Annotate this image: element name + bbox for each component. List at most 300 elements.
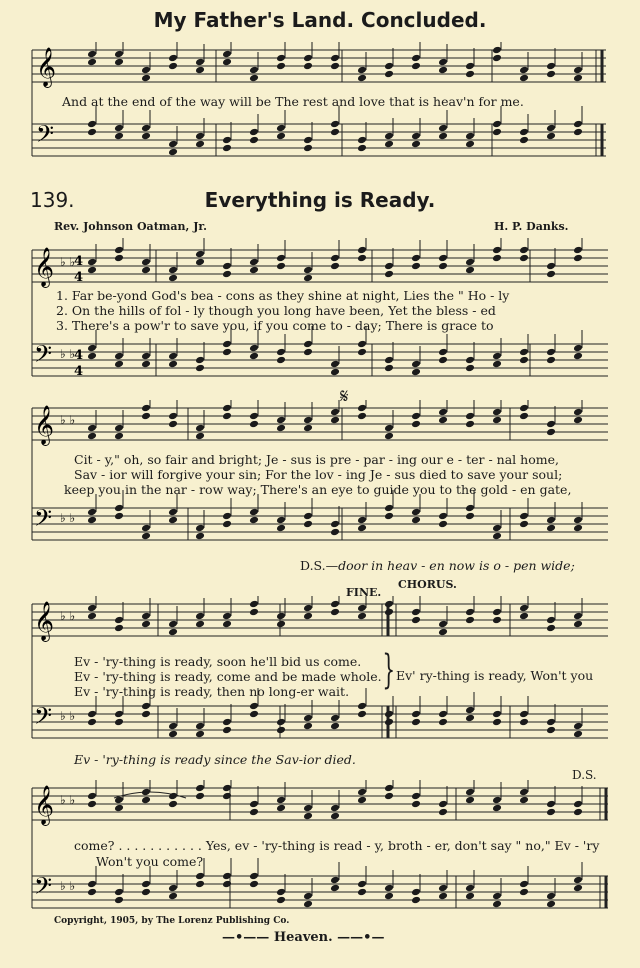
note-head xyxy=(465,714,475,723)
note-head xyxy=(357,144,367,153)
composer: H. P. Danks. xyxy=(494,220,569,233)
bass-clef-icon: 𝄢 xyxy=(36,120,55,153)
note-head xyxy=(438,356,448,365)
note-head xyxy=(168,730,178,739)
note-head xyxy=(195,872,205,881)
note-head xyxy=(168,892,178,901)
note-head xyxy=(357,524,367,533)
note-head xyxy=(330,120,340,129)
note-head xyxy=(114,58,124,67)
note-head xyxy=(303,144,313,153)
note-head xyxy=(411,62,421,71)
note-head xyxy=(330,54,340,63)
note-head xyxy=(168,800,178,809)
note-head xyxy=(330,262,340,271)
ornament-icon: ——•— xyxy=(337,930,385,945)
note-head xyxy=(519,604,529,613)
note-head xyxy=(519,612,529,621)
ds-line: D.S.—door in heav - en now is o - pen wide; xyxy=(300,558,575,573)
note-head xyxy=(573,876,583,885)
note-head xyxy=(168,54,178,63)
note-head xyxy=(330,600,340,609)
note-head xyxy=(222,612,232,621)
note-head xyxy=(303,266,313,275)
note-head xyxy=(357,788,367,797)
note-head xyxy=(141,888,151,897)
note-head xyxy=(141,710,151,719)
note-head xyxy=(357,254,367,263)
note-head xyxy=(222,620,232,629)
note-head xyxy=(87,604,97,613)
note-head xyxy=(222,136,232,145)
note-head xyxy=(114,246,124,255)
note-head xyxy=(519,512,529,521)
verse-3-line: Ev - 'ry-thing is ready, then no long-er wait. xyxy=(74,684,350,699)
verse-3-line: keep you in the nar - row way; There's an eye to guide you to the gold - en gate, xyxy=(64,482,572,497)
note-head xyxy=(519,796,529,805)
note-head xyxy=(303,892,313,901)
note-head xyxy=(195,880,205,889)
note-head xyxy=(384,356,394,365)
chorus-line: Ev' ry-thing is ready, Won't you xyxy=(396,668,594,683)
note-head xyxy=(168,628,178,637)
note-head xyxy=(249,412,259,421)
note-head xyxy=(438,808,448,817)
note-head xyxy=(249,608,259,617)
note-head xyxy=(438,620,448,629)
note-head xyxy=(249,74,259,83)
note-head xyxy=(114,888,124,897)
note-head xyxy=(249,600,259,609)
note-head xyxy=(573,344,583,353)
note-head xyxy=(249,420,259,429)
svg-text:4: 4 xyxy=(74,348,84,363)
note-head xyxy=(492,608,502,617)
note-head xyxy=(438,124,448,133)
note-head xyxy=(465,504,475,513)
note-head xyxy=(411,132,421,141)
note-head xyxy=(573,352,583,361)
note-head xyxy=(492,718,502,727)
note-head xyxy=(87,344,97,353)
svg-text:♭ ♭: ♭ ♭ xyxy=(60,511,76,525)
note-head xyxy=(438,254,448,263)
footer-heaven: —•—— Heaven. ——•— xyxy=(222,930,385,945)
note-head xyxy=(303,520,313,529)
note-head xyxy=(276,356,286,365)
note-head xyxy=(114,718,124,727)
note-head xyxy=(546,356,556,365)
note-head xyxy=(222,404,232,413)
note-head xyxy=(411,508,421,517)
note-head xyxy=(195,620,205,629)
svg-text:♭ ♭: ♭ ♭ xyxy=(60,709,76,723)
note-head xyxy=(303,512,313,521)
note-head xyxy=(114,50,124,59)
note-head xyxy=(492,254,502,263)
note-head xyxy=(492,796,502,805)
note-head xyxy=(546,62,556,71)
note-head xyxy=(114,352,124,361)
note-head xyxy=(141,258,151,267)
note-head xyxy=(465,356,475,365)
note-head xyxy=(276,254,286,263)
bass-lyric-line: Ev - 'ry-thing is ready since the Sav-ior died. xyxy=(74,752,356,767)
note-head xyxy=(465,608,475,617)
note-head xyxy=(276,888,286,897)
note-head xyxy=(519,254,529,263)
note-head xyxy=(519,136,529,145)
note-head xyxy=(249,872,259,881)
note-head xyxy=(465,364,475,373)
note-head xyxy=(87,710,97,719)
note-head xyxy=(546,516,556,525)
note-head xyxy=(114,132,124,141)
note-head xyxy=(141,524,151,533)
note-head xyxy=(357,404,367,413)
note-head xyxy=(411,800,421,809)
note-head xyxy=(519,710,529,719)
note-head xyxy=(168,884,178,893)
note-head xyxy=(330,722,340,731)
chorus-marker: CHORUS. xyxy=(398,578,457,591)
note-head xyxy=(492,532,502,541)
note-head xyxy=(114,624,124,633)
note-head xyxy=(573,66,583,75)
verse-1-line: Ev - 'ry-thing is ready, soon he'll bid us come. xyxy=(74,654,362,669)
note-head xyxy=(492,120,502,129)
note-head xyxy=(303,612,313,621)
note-head xyxy=(168,412,178,421)
svg-text:♭ ♭: ♭ ♭ xyxy=(60,879,76,893)
note-head xyxy=(195,58,205,67)
note-head xyxy=(357,612,367,621)
note-head xyxy=(114,124,124,133)
verse-2-line: Sav - ior will forgive your sin; For the lov - ing Je - sus died to save your soul; xyxy=(74,467,563,482)
note-head xyxy=(168,620,178,629)
note-head xyxy=(168,148,178,157)
note-head xyxy=(303,714,313,723)
note-head xyxy=(87,792,97,801)
note-head xyxy=(87,508,97,517)
note-head xyxy=(303,900,313,909)
note-head xyxy=(384,70,394,79)
note-head xyxy=(303,604,313,613)
note-head xyxy=(249,880,259,889)
note-head xyxy=(357,710,367,719)
note-head xyxy=(357,348,367,357)
note-head xyxy=(384,784,394,793)
note-head xyxy=(573,516,583,525)
time-signature-bottom: 4 xyxy=(74,270,84,285)
note-head xyxy=(276,124,286,133)
brace-icon: } xyxy=(382,647,396,693)
note-head xyxy=(249,136,259,145)
note-head xyxy=(465,788,475,797)
lyric-line-1: come? . . . . . . . . . . . Yes, ev - 'ry-thing is read - y, broth - er, don't say " no," Ev - 'ry xyxy=(74,838,600,853)
note-head xyxy=(411,608,421,617)
note-head xyxy=(87,258,97,267)
note-head xyxy=(114,504,124,513)
note-head xyxy=(573,74,583,83)
note-head xyxy=(141,124,151,133)
note-head xyxy=(330,368,340,377)
note-head xyxy=(438,520,448,529)
note-head xyxy=(384,270,394,279)
note-head xyxy=(141,404,151,413)
note-head xyxy=(141,796,151,805)
note-head xyxy=(465,512,475,521)
note-head xyxy=(330,128,340,137)
note-head xyxy=(546,124,556,133)
note-head xyxy=(141,266,151,275)
note-head xyxy=(249,66,259,75)
note-head xyxy=(546,800,556,809)
note-head xyxy=(168,792,178,801)
note-head xyxy=(249,352,259,361)
note-head xyxy=(438,628,448,637)
note-head xyxy=(222,726,232,735)
note-head xyxy=(465,616,475,625)
note-head xyxy=(222,512,232,521)
note-head xyxy=(573,612,583,621)
note-head xyxy=(465,412,475,421)
note-head xyxy=(492,900,502,909)
note-head xyxy=(276,262,286,271)
note-head xyxy=(573,884,583,893)
note-head xyxy=(195,132,205,141)
note-head xyxy=(411,412,421,421)
note-head xyxy=(141,352,151,361)
note-head xyxy=(465,70,475,79)
note-head xyxy=(249,516,259,525)
note-head xyxy=(465,258,475,267)
note-head xyxy=(411,368,421,377)
note-head xyxy=(384,424,394,433)
note-head xyxy=(357,66,367,75)
note-head xyxy=(546,348,556,357)
note-head xyxy=(249,702,259,711)
note-head xyxy=(276,896,286,905)
note-head xyxy=(519,356,529,365)
note-head xyxy=(303,136,313,145)
note-head xyxy=(438,892,448,901)
note-head xyxy=(87,120,97,129)
note-head xyxy=(438,262,448,271)
note-head xyxy=(87,424,97,433)
note-head xyxy=(168,266,178,275)
note-head xyxy=(168,274,178,283)
svg-text:𝄢: 𝄢 xyxy=(34,504,53,537)
note-head xyxy=(303,804,313,813)
note-head xyxy=(519,412,529,421)
hymn-number: 139. xyxy=(30,188,75,212)
note-head xyxy=(411,718,421,727)
note-head xyxy=(519,66,529,75)
note-head xyxy=(492,46,502,55)
note-head xyxy=(168,62,178,71)
note-head xyxy=(114,896,124,905)
note-head xyxy=(438,132,448,141)
note-head xyxy=(573,524,583,533)
note-head xyxy=(87,718,97,727)
note-head xyxy=(438,718,448,727)
note-head xyxy=(87,612,97,621)
note-head xyxy=(384,62,394,71)
note-head xyxy=(330,812,340,821)
note-head xyxy=(573,128,583,137)
verse-2-line: Ev - 'ry-thing is ready, come and be made whole. xyxy=(74,669,382,684)
note-head xyxy=(357,412,367,421)
section-title: My Father's Land. Concluded. xyxy=(153,8,487,32)
note-head xyxy=(492,416,502,425)
note-head xyxy=(465,420,475,429)
note-head xyxy=(141,532,151,541)
note-head xyxy=(546,616,556,625)
note-head xyxy=(249,266,259,275)
note-head xyxy=(492,616,502,625)
note-head xyxy=(384,792,394,801)
note-head xyxy=(276,132,286,141)
fine-marker: FINE. xyxy=(346,586,382,599)
note-head xyxy=(411,54,421,63)
note-head xyxy=(546,420,556,429)
note-head xyxy=(195,356,205,365)
note-head xyxy=(141,612,151,621)
note-head xyxy=(411,516,421,525)
note-head xyxy=(492,408,502,417)
note-head xyxy=(492,352,502,361)
note-head xyxy=(276,620,286,629)
note-head xyxy=(249,808,259,817)
note-head xyxy=(438,800,448,809)
note-head xyxy=(438,884,448,893)
note-head xyxy=(168,508,178,517)
note-head xyxy=(276,516,286,525)
note-head xyxy=(330,254,340,263)
note-head xyxy=(492,892,502,901)
note-head xyxy=(357,246,367,255)
note-head xyxy=(195,432,205,441)
note-head xyxy=(114,424,124,433)
segno-icon: 𝄋 xyxy=(340,384,349,408)
note-head xyxy=(465,266,475,275)
svg-text:♭ ♭: ♭ ♭ xyxy=(60,793,76,807)
note-head xyxy=(519,880,529,889)
note-head xyxy=(519,74,529,83)
note-head xyxy=(330,884,340,893)
note-head xyxy=(303,274,313,283)
note-head xyxy=(519,718,529,727)
note-head xyxy=(384,140,394,149)
note-head xyxy=(357,796,367,805)
lyric-line: And at the end of the way will be The rest and love that is heav'n for me. xyxy=(62,94,524,109)
note-head xyxy=(330,520,340,529)
note-head xyxy=(114,710,124,719)
note-head xyxy=(546,726,556,735)
note-head xyxy=(384,718,394,727)
note-head xyxy=(141,132,151,141)
note-head xyxy=(357,604,367,613)
note-head xyxy=(438,58,448,67)
note-head xyxy=(357,136,367,145)
note-head xyxy=(384,608,394,617)
flat-icon: ♭ ♭ xyxy=(60,255,76,269)
note-head xyxy=(546,132,556,141)
note-head xyxy=(330,360,340,369)
note-head xyxy=(222,520,232,529)
note-head xyxy=(573,120,583,129)
note-head xyxy=(114,512,124,521)
svg-text:𝄞: 𝄞 xyxy=(34,601,55,641)
note-head xyxy=(222,340,232,349)
note-head xyxy=(303,424,313,433)
note-head xyxy=(384,892,394,901)
note-head xyxy=(519,128,529,137)
author: Rev. Johnson Oatman, Jr. xyxy=(54,220,208,233)
note-head xyxy=(303,340,313,349)
note-head xyxy=(276,804,286,813)
treble-clef-icon: 𝄞 xyxy=(34,247,55,287)
note-head xyxy=(141,74,151,83)
hymn-title: Everything is Ready. xyxy=(204,188,436,212)
note-head xyxy=(411,360,421,369)
note-head xyxy=(87,516,97,525)
svg-text:𝄞: 𝄞 xyxy=(34,405,55,445)
note-head xyxy=(222,58,232,67)
note-head xyxy=(465,132,475,141)
note-head xyxy=(249,258,259,267)
note-head xyxy=(168,360,178,369)
note-head xyxy=(87,888,97,897)
verse-1-line: Cit - y," oh, so fair and bright; Je - sus is pre - par - ing our e - ter - nal home, xyxy=(74,452,559,467)
note-head xyxy=(384,262,394,271)
svg-text:𝄞: 𝄞 xyxy=(34,785,55,825)
note-head xyxy=(87,352,97,361)
note-head xyxy=(438,348,448,357)
bass-clef-icon: 𝄢 xyxy=(34,340,53,373)
note-head xyxy=(357,340,367,349)
note-head xyxy=(141,412,151,421)
note-head xyxy=(384,600,394,609)
note-head xyxy=(411,262,421,271)
note-head xyxy=(303,54,313,63)
note-head xyxy=(222,412,232,421)
note-head xyxy=(384,132,394,141)
copyright: Copyright, 1905, by The Lorenz Publishing Co. xyxy=(54,916,290,926)
note-head xyxy=(222,270,232,279)
note-head xyxy=(492,246,502,255)
note-head xyxy=(330,714,340,723)
note-head xyxy=(573,254,583,263)
note-head xyxy=(492,54,502,63)
note-head xyxy=(573,408,583,417)
note-head xyxy=(357,74,367,83)
svg-text:4: 4 xyxy=(74,364,84,379)
ornament-icon: —•—— xyxy=(222,930,270,945)
note-head xyxy=(168,140,178,149)
note-head xyxy=(303,416,313,425)
note-head xyxy=(357,516,367,525)
note-head xyxy=(195,364,205,373)
note-head xyxy=(546,262,556,271)
note-head xyxy=(276,612,286,621)
note-head xyxy=(276,424,286,433)
verse-1-line: 1. Far be-yond God's bea - cons as they shine at night, Lies the " Ho - ly xyxy=(56,288,510,303)
note-head xyxy=(195,524,205,533)
note-head xyxy=(195,250,205,259)
note-head xyxy=(222,144,232,153)
